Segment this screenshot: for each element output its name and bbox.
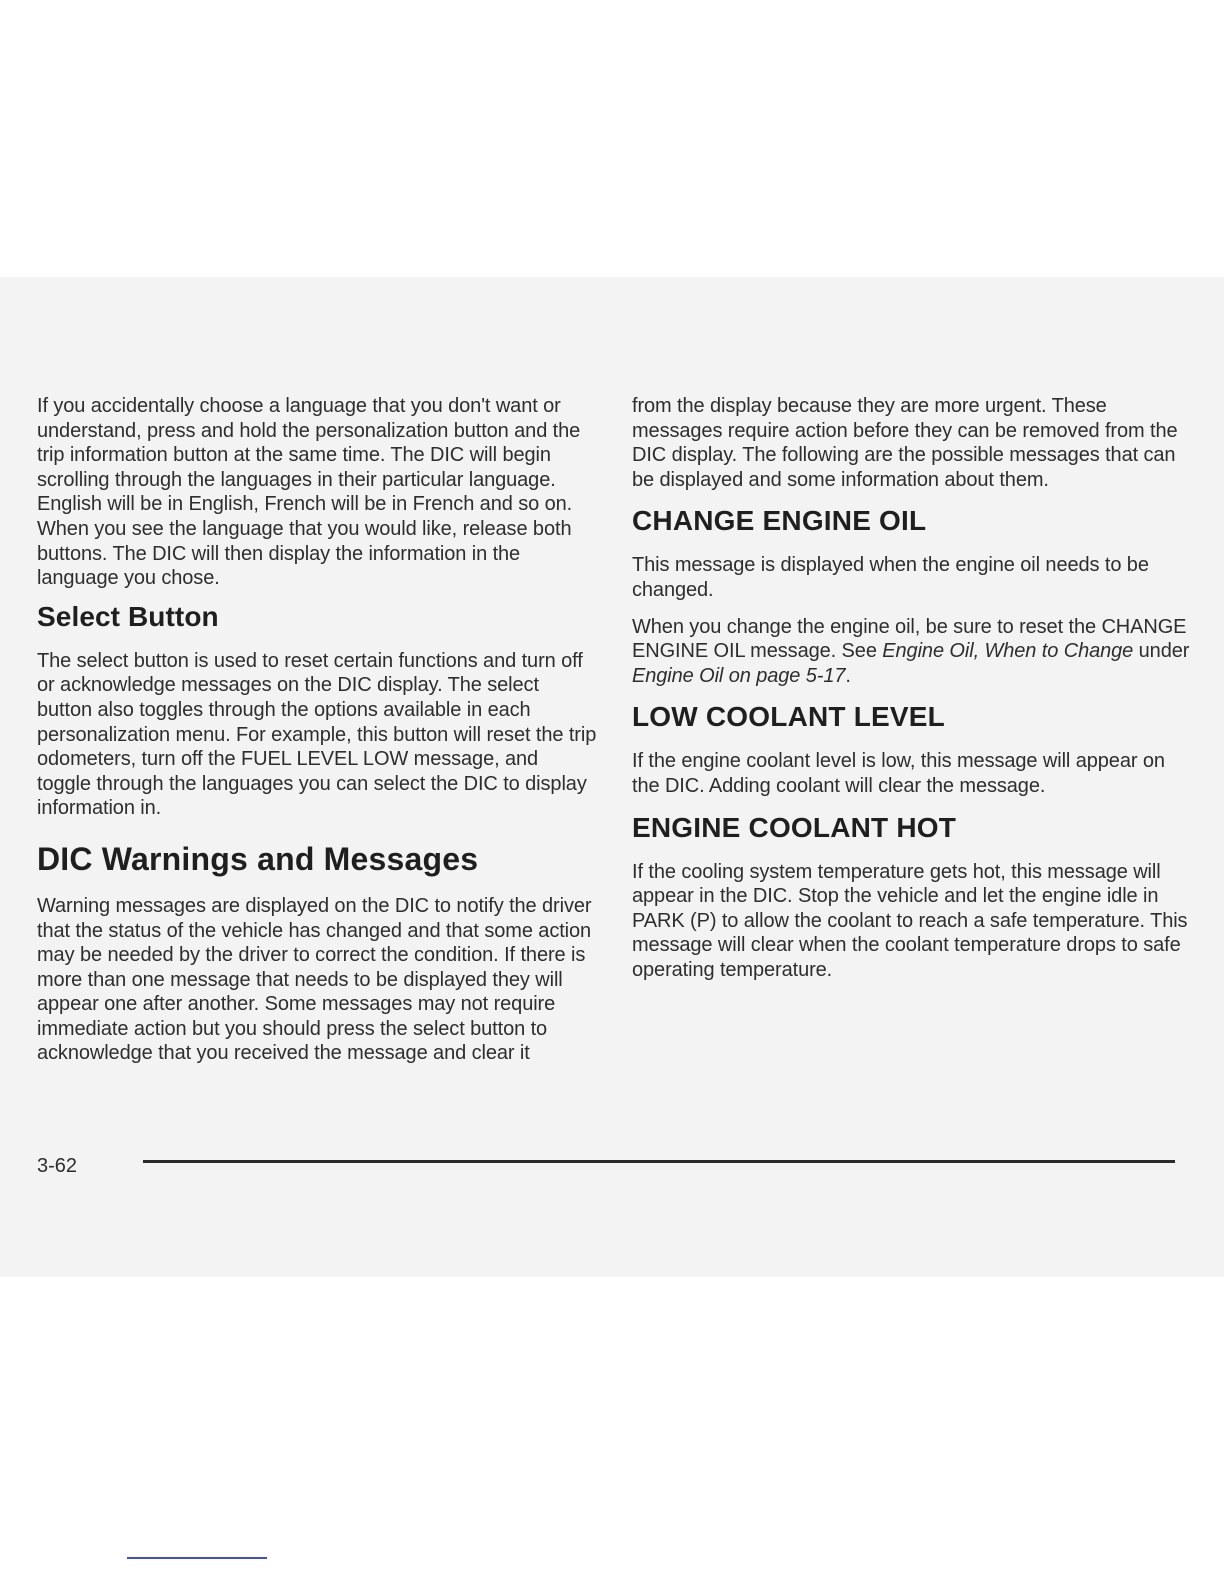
continued-paragraph: from the display because they are more urgent. These messages require action before they can be removed from the DIC display. The following are the possible messages that can be displayed and some information about them. [632, 395, 1178, 491]
page-number: 3-62 [37, 1155, 78, 1177]
reset-text-after: . [845, 664, 851, 687]
reset-text-before: When you change the engine oil, be sure to reset the CHANGE ENGINE OIL message. See [632, 615, 1187, 663]
warnings-heading: DIC Warnings and Messages [37, 840, 479, 877]
engine-oil-when-to-change-reference: Engine Oil, When to Change [882, 640, 1134, 663]
select-button-paragraph: The select button is used to reset certain functions and turn off or acknowledge messages on the DIC display. The select button also toggles through the options available in each personalization menu. For example, this button will reset the trip odometers, turn off the FUEL LEVEL LOW message, and toggle through the languages you can select the DIC to display information in. [37, 649, 597, 820]
left-column [37, 394, 597, 1066]
change-engine-oil-paragraph: This message is displayed when the engine oil needs to be changed. [632, 554, 1149, 601]
link-underline [127, 1557, 267, 1559]
change-engine-oil-reset-paragraph [632, 615, 1192, 689]
select-button-heading: Select Button [37, 600, 219, 632]
warnings-paragraph: Warning messages are displayed on the DIC to notify the driver that the status of the vehicle has changed and that some action may be needed by the driver to correct the condition. If there is more than one message that needs to be displayed they will appear one after another. Some messages may not require immediate action but you should press the select button to acknowledge that you received the message and clear it [37, 894, 592, 1065]
intro-paragraph: If you accidentally choose a language that you don't want or understand, press and hold the personalization button and the trip information button at the same time. The DIC will begin scrolling through the languages in their particular language. English will be in English, French will be in French and so on. When you see the language that you would like, release both buttons. The DIC will then display the information in the language you chose. [37, 395, 581, 590]
right-column [632, 394, 1192, 983]
footer-rule [143, 1160, 1175, 1163]
low-coolant-level-heading: LOW COOLANT LEVEL [632, 701, 945, 733]
reset-text-middle: under [1133, 640, 1190, 663]
engine-coolant-hot-paragraph: If the cooling system temperature gets hot, this message will appear in the DIC. Stop the vehicle and let the engine idle in PARK (P) to allow the coolant to reach a safe temperature. This message will clear when the coolant temperature drops to safe operating temperature. [632, 860, 1188, 981]
engine-coolant-hot-heading: ENGINE COOLANT HOT [632, 811, 957, 843]
engine-oil-page-reference: Engine Oil on page 5-17 [632, 664, 846, 687]
low-coolant-level-paragraph: If the engine coolant level is low, this message will appear on the DIC. Adding coolant will clear the message. [632, 750, 1165, 797]
change-engine-oil-heading: CHANGE ENGINE OIL [632, 505, 927, 537]
